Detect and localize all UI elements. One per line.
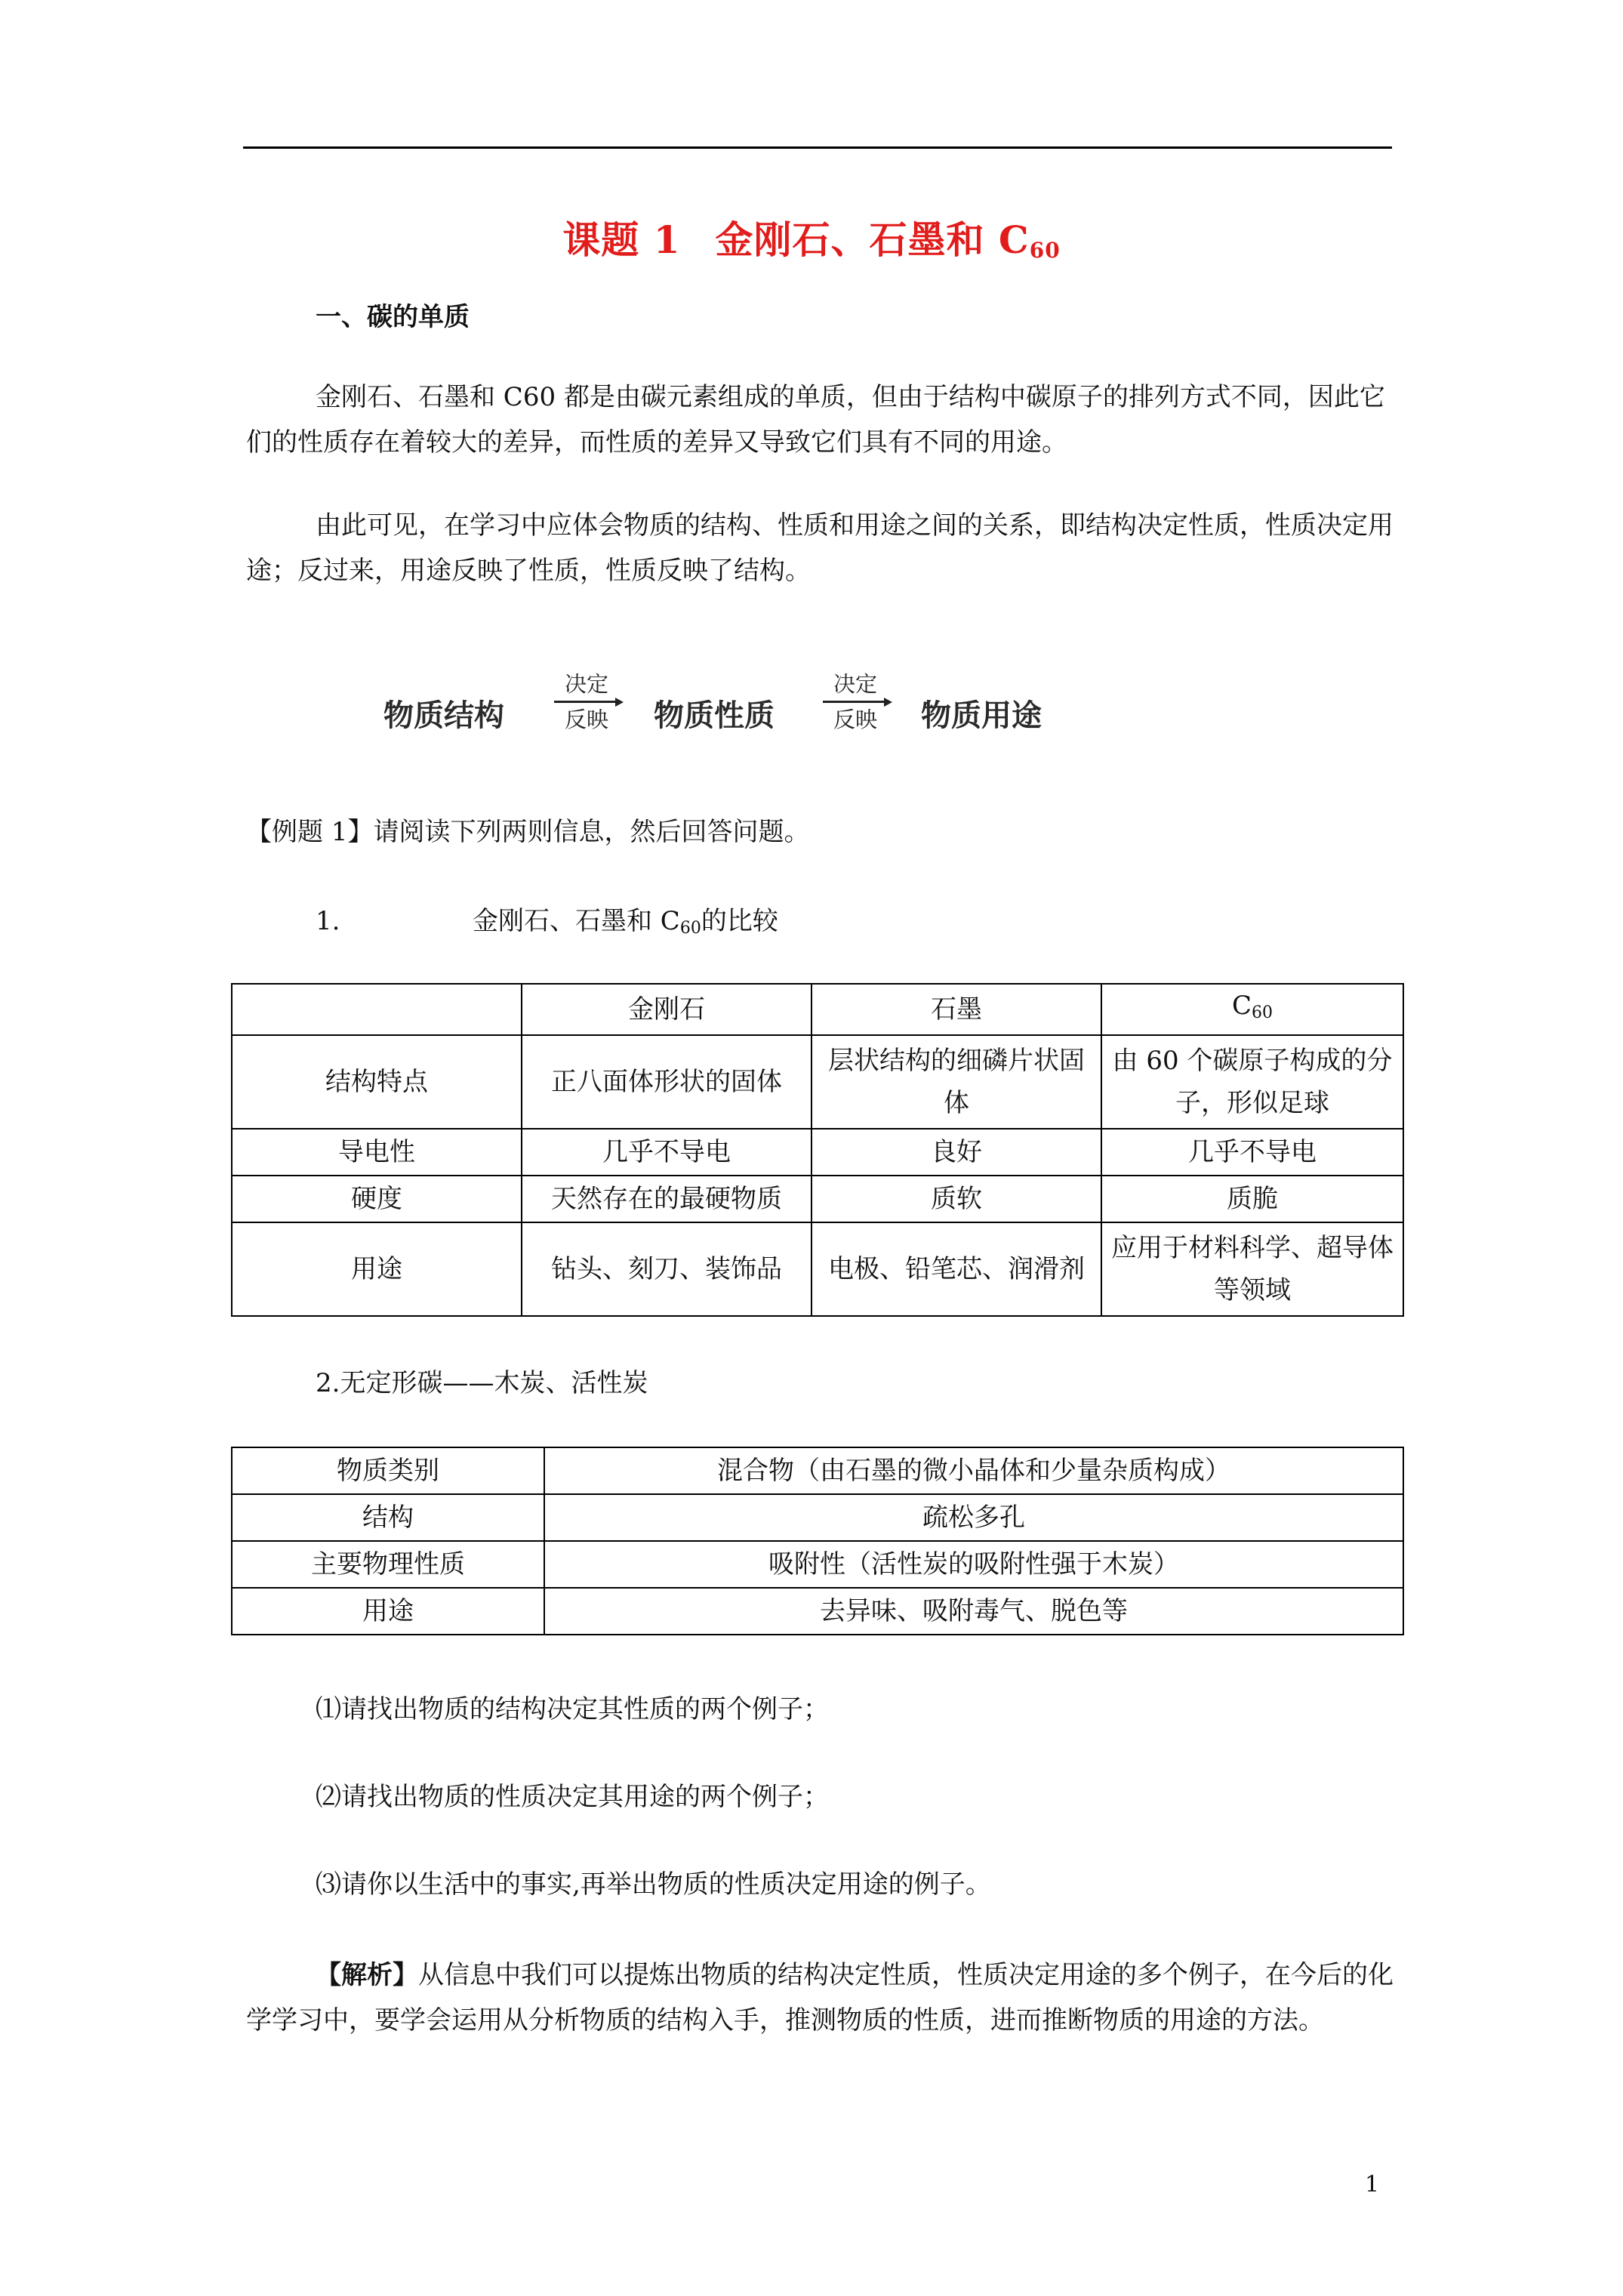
table-row — [232, 1588, 1403, 1635]
row-label: 用途 — [232, 1588, 544, 1635]
diagram-relation-2 — [823, 669, 888, 735]
relation-1-top: 决定 — [564, 671, 608, 697]
table-cell: 几乎不导电 — [522, 1129, 812, 1176]
item-2-text: 2.无定形碳——木炭、活性炭 — [316, 1368, 648, 1398]
table-row — [232, 1541, 1403, 1588]
row-label: 物质类别 — [232, 1447, 544, 1494]
table-header-cell — [232, 984, 522, 1035]
relation-1-bottom: 反映 — [564, 707, 608, 732]
analysis-paragraph — [246, 1952, 1394, 2043]
item-1-number: 1. — [316, 906, 340, 936]
table-row — [232, 1129, 1403, 1176]
table-header-cell — [1101, 984, 1403, 1035]
row-label: 用途 — [232, 1222, 522, 1316]
paragraph-1: 金刚石、石墨和 C60 都是由碳元素组成的单质，但由于结构中碳原子的排列方式不同，因此它们的性质存在着较大的差异，而性质的差异又导致它们具有不同的用途。 — [246, 382, 1385, 458]
relation-2-bottom: 反映 — [833, 707, 877, 732]
table-header-cell: 石墨 — [812, 984, 1101, 1035]
table-cell: 正八面体形状的固体 — [522, 1035, 812, 1129]
relation-2-top: 决定 — [833, 671, 877, 697]
table-cell: 去异味、吸附毒气、脱色等 — [544, 1588, 1403, 1635]
table-cell: 天然存在的最硬物质 — [522, 1176, 812, 1222]
paragraph-2: 由此可见，在学习中应体会物质的结构、性质和用途之间的关系，即结构决定性质，性质决定用途；反过来，用途反映了性质，性质反映了结构。 — [246, 510, 1394, 586]
table-header-cell: 金刚石 — [522, 984, 812, 1035]
table-cell: 层状结构的细磷片状固体 — [812, 1035, 1101, 1129]
table-cell: 电极、铅笔芯、润滑剂 — [812, 1222, 1101, 1316]
comparison-table — [231, 983, 1404, 1317]
diagram-node-use: 物质用途 — [921, 698, 1042, 733]
page-title — [0, 210, 1623, 264]
page-number: 1 — [1365, 2171, 1380, 2198]
table-cell: 良好 — [812, 1129, 1101, 1176]
table-row — [232, 1447, 1403, 1494]
table-cell: 混合物（由石墨的微小晶体和少量杂质构成） — [544, 1447, 1403, 1494]
table-row — [232, 1035, 1403, 1129]
question-3: ⑶请你以生活中的事实,再举出物质的性质决定用途的例子。 — [316, 1869, 991, 1900]
table-row — [232, 1494, 1403, 1541]
item-1-text — [473, 898, 778, 951]
table-cell: 几乎不导电 — [1101, 1129, 1403, 1176]
diagram-relation-1 — [554, 669, 619, 735]
table-cell: 由 60 个碳原子构成的分子，形似足球 — [1101, 1035, 1403, 1129]
question-1: ⑴请找出物质的结构决定其性质的两个例子； — [316, 1694, 829, 1724]
header-rule — [243, 146, 1392, 149]
table-cell: 质软 — [812, 1176, 1101, 1222]
table-row — [232, 1222, 1403, 1316]
arrow-right-icon — [823, 701, 888, 703]
section-heading: 一、碳的单质 — [316, 302, 470, 332]
amorphous-carbon-table — [231, 1447, 1404, 1635]
table-cell: 疏松多孔 — [544, 1494, 1403, 1541]
arrow-right-icon — [554, 701, 619, 703]
table-cell: 吸附性（活性炭的吸附性强于木炭） — [544, 1541, 1403, 1588]
table-cell: 质脆 — [1101, 1176, 1403, 1222]
table-row — [232, 1176, 1403, 1222]
table-cell: 钻头、刻刀、装饰品 — [522, 1222, 812, 1316]
row-label: 结构 — [232, 1494, 544, 1541]
question-2: ⑵请找出物质的性质决定其用途的两个例子； — [316, 1782, 829, 1812]
item-1-tail: 的比较 — [701, 906, 778, 936]
table-header-row — [232, 984, 1403, 1035]
row-label: 主要物理性质 — [232, 1541, 544, 1588]
row-label: 硬度 — [232, 1176, 522, 1222]
title-subscript: 60 — [1029, 238, 1061, 263]
item-1-main: 金刚石、石墨和 C — [473, 906, 680, 936]
title-text: 金刚石、石墨和 C — [715, 217, 1030, 262]
item-1-subscript: 60 — [679, 919, 701, 938]
analysis-text: 从信息中我们可以提炼出物质的结构决定性质，性质决定用途的多个例子，在今后的化学学习中，要学会运用从分析物质的结构入手，推测物质的性质，进而推断物质的用途的方法。 — [246, 1960, 1394, 2036]
row-label: 结构特点 — [232, 1035, 522, 1129]
example-label: 【例题 1】请阅读下列两则信息，然后回答问题。 — [246, 817, 810, 847]
diagram-node-structure: 物质结构 — [383, 698, 504, 733]
row-label: 导电性 — [232, 1129, 522, 1176]
title-lesson: 课题 1 — [562, 217, 681, 262]
table-cell: 应用于材料科学、超导体等领域 — [1101, 1222, 1403, 1316]
header-subscript: 60 — [1252, 1003, 1273, 1022]
analysis-label: 【解析】 — [316, 1960, 418, 1990]
diagram-node-property: 物质性质 — [654, 698, 775, 733]
header-c: C — [1231, 991, 1252, 1021]
